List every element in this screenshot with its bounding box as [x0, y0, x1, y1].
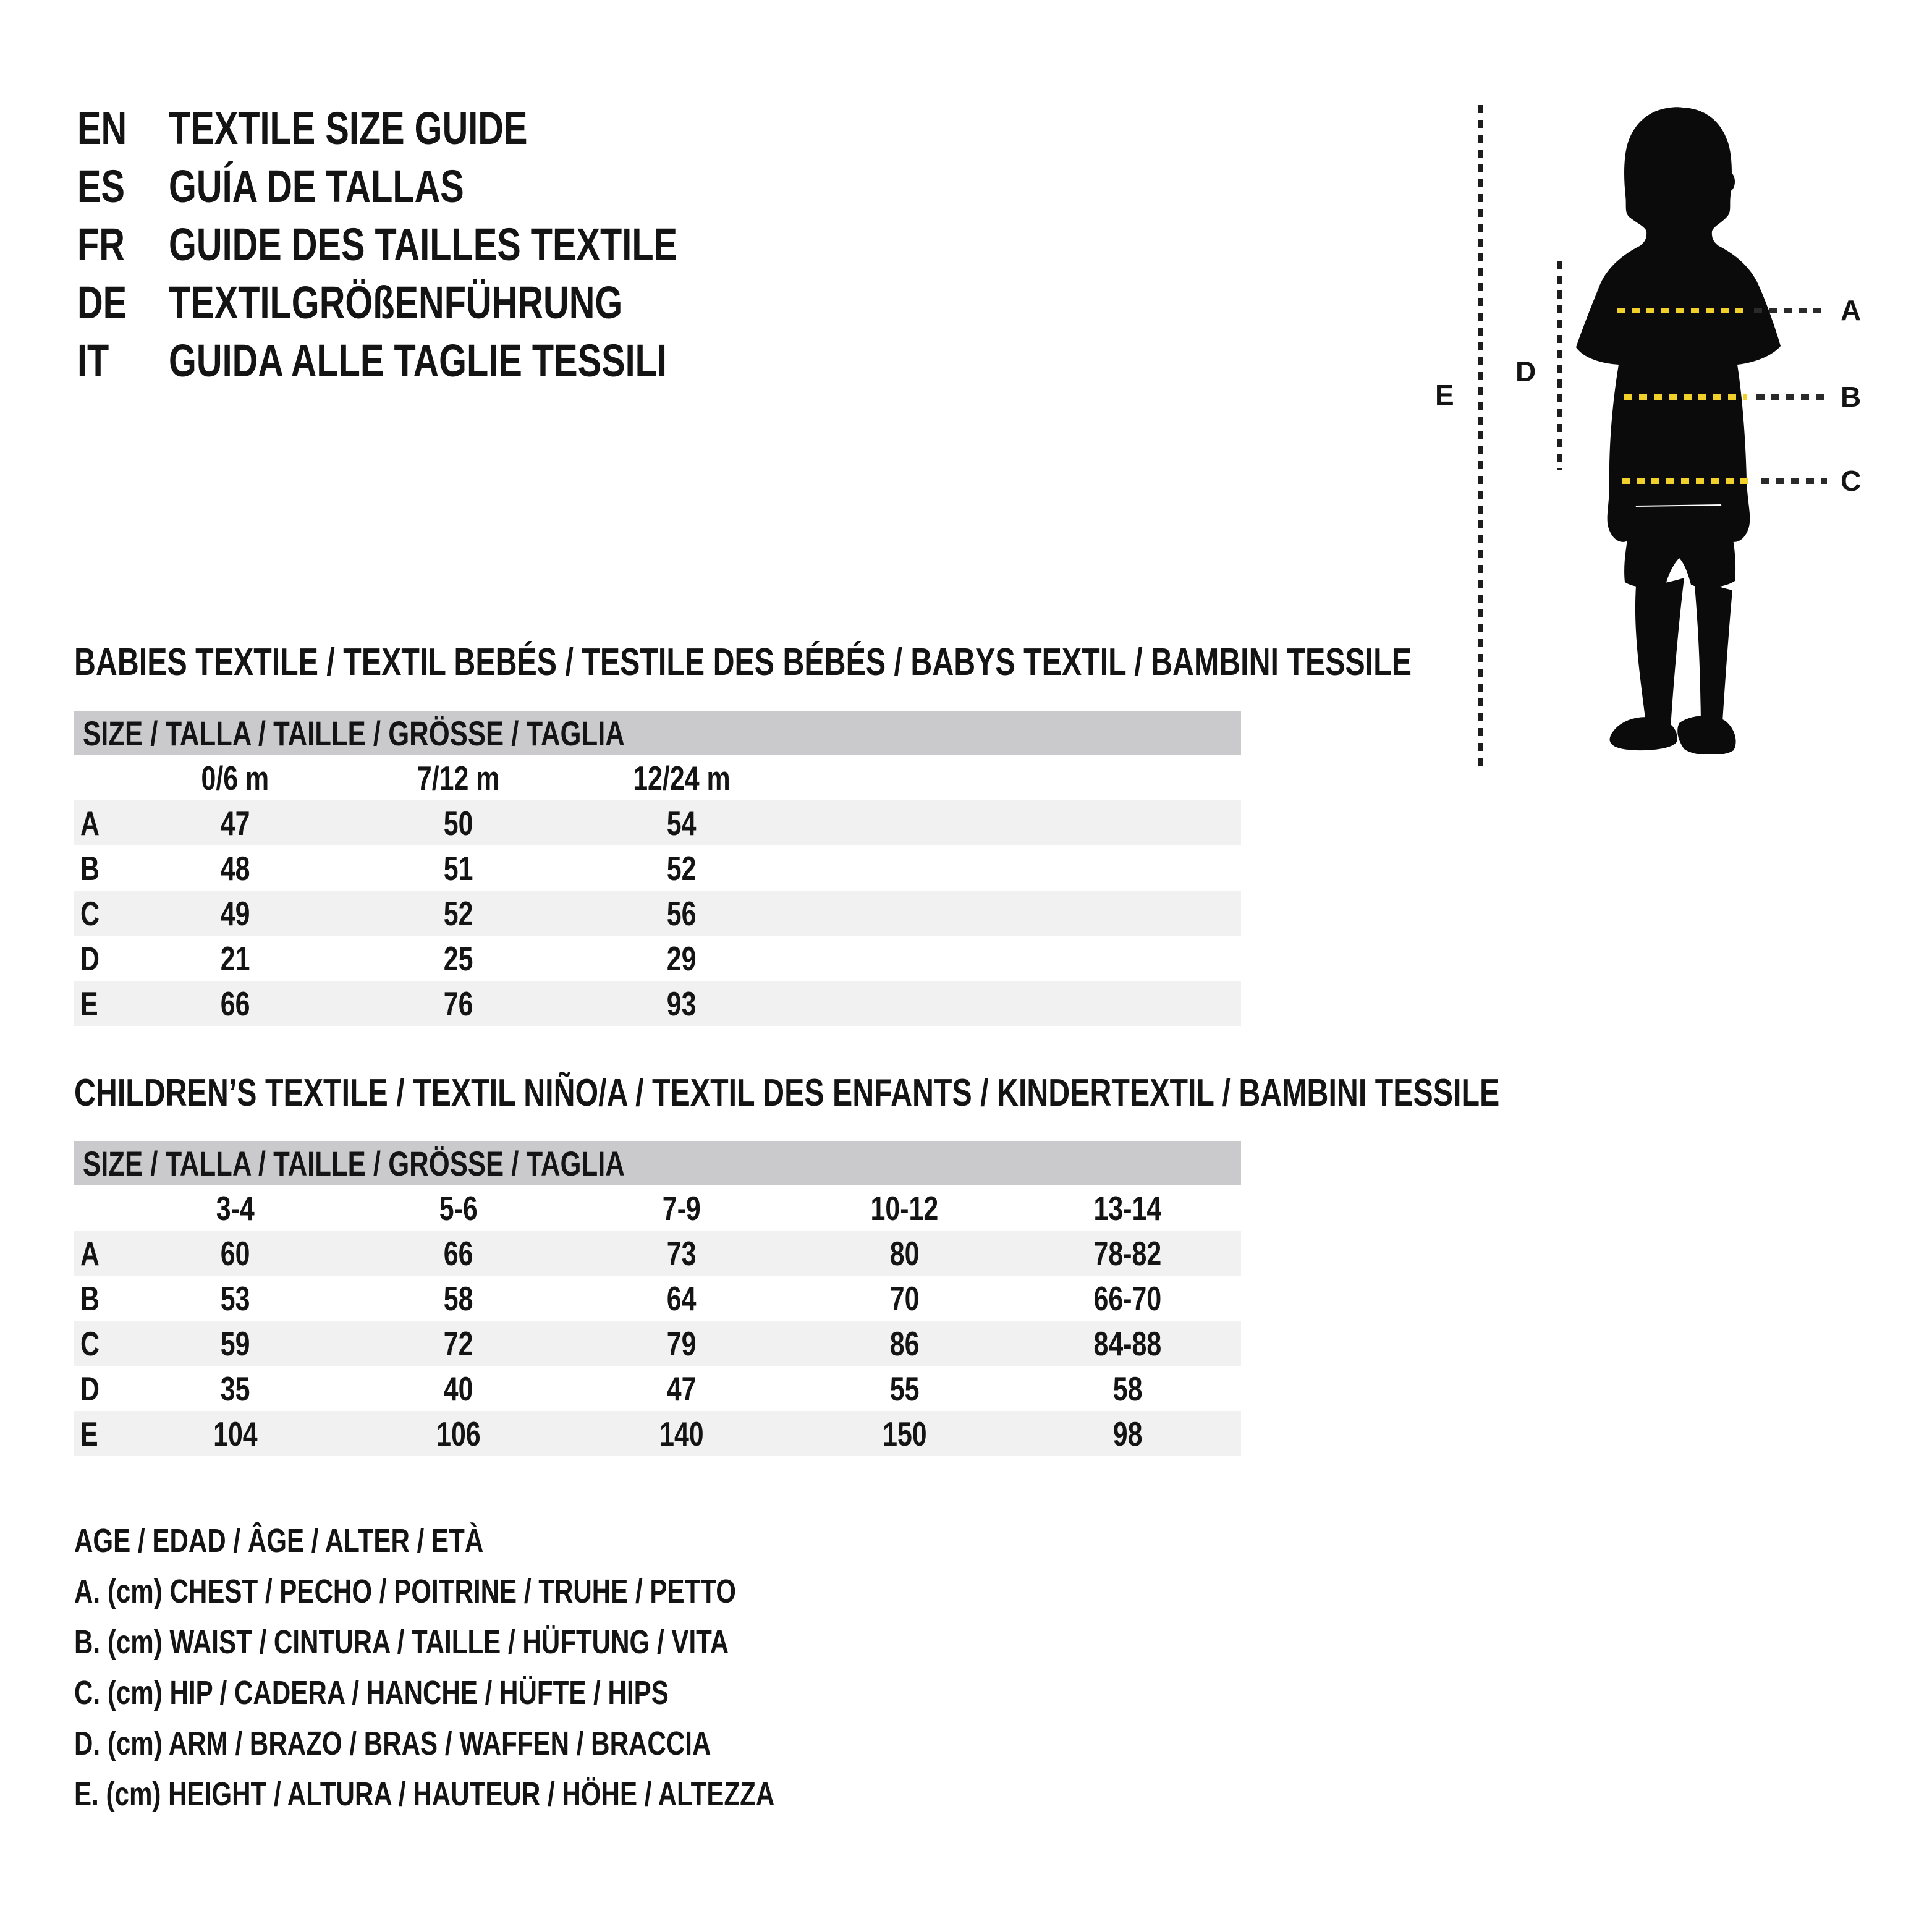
- language-title: GUÍA DE TALLAS: [169, 160, 464, 212]
- size-header-bar: SIZE / TALLA / TAILLE / GRÖSSE / TAGLIA: [74, 711, 1241, 755]
- babies-section-title: BABIES TEXTILE / TEXTIL BEBÉS / TESTILE DES BÉBÉS / BABYS TEXTIL / BAMBINI TESSILE: [74, 641, 1412, 684]
- size-value: 21: [220, 939, 250, 978]
- table-row-arm: [74, 936, 1241, 981]
- size-value: 150: [882, 1414, 927, 1453]
- measure-label-hip: C: [1841, 465, 1862, 497]
- measure-label-chest: A: [1841, 294, 1862, 326]
- size-value: 47: [666, 1369, 697, 1408]
- size-value: 59: [220, 1324, 250, 1363]
- column-header: 12/24 m: [632, 758, 731, 797]
- size-value: 49: [220, 894, 250, 933]
- size-value: 53: [220, 1279, 250, 1318]
- size-value: 72: [443, 1324, 473, 1363]
- column-header: 7/12 m: [417, 758, 500, 797]
- row-label: C: [80, 1324, 100, 1363]
- legend-line-hip: C. (cm) HIP / CADERA / HANCHE / HÜFTE / HIPS: [74, 1674, 669, 1711]
- size-value: 66-70: [1093, 1279, 1162, 1318]
- children-size-table: [74, 1141, 1241, 1456]
- language-title: TEXTILGRÖßENFÜHRUNG: [169, 276, 623, 328]
- size-value: 70: [889, 1279, 920, 1318]
- size-value: 84-88: [1093, 1324, 1162, 1363]
- legend-line-chest: A. (cm) CHEST / PECHO / POITRINE / TRUHE / PETTO: [74, 1573, 737, 1610]
- size-value: 76: [443, 984, 473, 1023]
- language-row-de: [77, 273, 821, 331]
- children-section-title: CHILDREN’S TEXTILE / TEXTIL NIÑO/A / TEXTIL DES ENFANTS / KINDERTEXTIL / BAMBINI TESSILE: [74, 1072, 1500, 1114]
- legend-line-arm: D. (cm) ARM / BRAZO / BRAS / WAFFEN / BRACCIA: [74, 1725, 711, 1762]
- language-code: ES: [77, 160, 125, 212]
- size-value: 52: [443, 894, 473, 933]
- size-value: 51: [443, 849, 473, 888]
- size-value: 66: [220, 984, 250, 1023]
- column-header: 13-14: [1093, 1188, 1162, 1227]
- table-row-chest: [74, 800, 1241, 845]
- measure-label-arm: D: [1515, 355, 1536, 388]
- size-value: 66: [443, 1234, 473, 1273]
- row-label: E: [80, 984, 98, 1023]
- column-header: 7-9: [662, 1188, 701, 1227]
- row-label: A: [80, 1234, 100, 1273]
- size-value: 47: [220, 803, 250, 842]
- table-row-waist: [74, 1276, 1241, 1321]
- row-label: A: [80, 803, 100, 842]
- size-value: 58: [1112, 1369, 1143, 1408]
- size-value: 55: [889, 1369, 920, 1408]
- arm-measure-line-d: [1557, 261, 1562, 470]
- language-code: DE: [77, 276, 127, 328]
- legend-line-waist: B. (cm) WAIST / CINTURA / TAILLE / HÜFTUNG / VITA: [74, 1624, 729, 1661]
- row-label: B: [80, 849, 100, 888]
- table-row-hip: [74, 1321, 1241, 1366]
- language-title: GUIDA ALLE TAGLIE TESSILI: [169, 334, 667, 386]
- legend-line-height: E. (cm) HEIGHT / ALTURA / HAUTEUR / HÖHE / ALTEZZA: [74, 1776, 775, 1813]
- row-label: B: [80, 1279, 100, 1318]
- size-value: 78-82: [1093, 1234, 1162, 1273]
- size-value: 64: [666, 1279, 697, 1318]
- measure-label-height: E: [1435, 379, 1454, 411]
- language-row-es: [77, 157, 821, 215]
- size-value: 93: [666, 984, 697, 1023]
- row-label: C: [80, 894, 100, 933]
- size-value: 60: [220, 1234, 250, 1273]
- size-value: 104: [213, 1414, 258, 1453]
- hip-measure-leader-c: [1761, 478, 1827, 484]
- size-value: 52: [666, 849, 697, 888]
- table-row-arm: [74, 1366, 1241, 1411]
- language-list: [77, 99, 821, 389]
- language-title: TEXTILE SIZE GUIDE: [169, 102, 528, 154]
- row-label: D: [80, 939, 100, 978]
- language-row-fr: [77, 215, 821, 273]
- column-header: 5-6: [439, 1188, 478, 1227]
- size-header-bar: SIZE / TALLA / TAILLE / GRÖSSE / TAGLIA: [74, 1141, 1241, 1185]
- children-column-header-row: [74, 1185, 1241, 1231]
- size-value: 140: [659, 1414, 704, 1453]
- legend-line-age: AGE / EDAD / ÂGE / ALTER / ETÀ: [74, 1522, 484, 1559]
- size-value: 50: [443, 803, 473, 842]
- size-value: 35: [220, 1369, 250, 1408]
- measure-label-waist: B: [1841, 381, 1862, 413]
- column-header: 10-12: [870, 1188, 939, 1227]
- table-row-hip: [74, 891, 1241, 936]
- chest-measure-line-a: [1617, 308, 1744, 313]
- language-row-it: [77, 331, 821, 389]
- size-value: 79: [666, 1324, 697, 1363]
- waist-measure-leader-b: [1756, 394, 1827, 400]
- size-value: 56: [666, 894, 697, 933]
- size-value: 73: [666, 1234, 697, 1273]
- table-row-chest: [74, 1231, 1241, 1276]
- size-value: 48: [220, 849, 250, 888]
- babies-size-table: [74, 711, 1241, 1026]
- table-row-height: [74, 981, 1241, 1026]
- row-label: E: [80, 1414, 98, 1453]
- language-code: FR: [77, 218, 125, 270]
- language-row-en: [77, 99, 821, 157]
- table-row-waist: [74, 845, 1241, 891]
- size-value: 25: [443, 939, 473, 978]
- measurement-legend: [74, 1515, 972, 1820]
- column-header: 3-4: [216, 1188, 255, 1227]
- size-value: 29: [666, 939, 697, 978]
- chest-measure-leader-a: [1754, 308, 1827, 313]
- language-code: IT: [77, 334, 109, 386]
- waist-measure-line-b: [1624, 394, 1747, 400]
- language-code: EN: [77, 102, 127, 154]
- hip-measure-line-c: [1622, 478, 1752, 484]
- language-title: GUIDE DES TAILLES TEXTILE: [169, 218, 678, 270]
- size-value: 40: [443, 1369, 473, 1408]
- size-value: 106: [436, 1414, 481, 1453]
- size-value: 86: [889, 1324, 920, 1363]
- size-value: 80: [889, 1234, 920, 1273]
- babies-column-header-row: [74, 755, 1241, 800]
- size-value: 58: [443, 1279, 473, 1318]
- size-value: 54: [666, 803, 697, 842]
- table-row-height: [74, 1411, 1241, 1456]
- row-label: D: [80, 1369, 100, 1408]
- size-value: 98: [1112, 1414, 1143, 1453]
- column-header: 0/6 m: [201, 758, 269, 797]
